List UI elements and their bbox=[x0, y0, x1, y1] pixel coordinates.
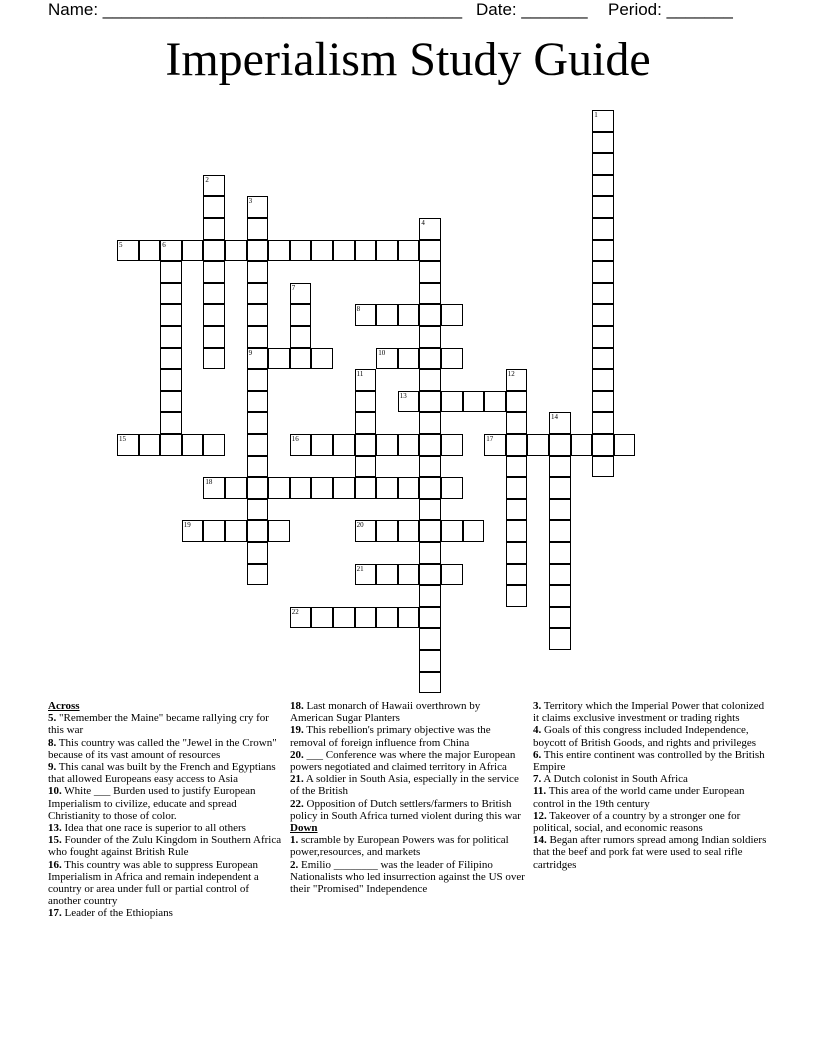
clue-number: 13. bbox=[48, 822, 62, 835]
date-field[interactable]: Date: _______ bbox=[476, 0, 588, 19]
grid-cell[interactable] bbox=[268, 477, 290, 499]
grid-cell[interactable] bbox=[247, 434, 269, 456]
clue-item bbox=[48, 785, 283, 822]
grid-cell[interactable] bbox=[290, 434, 312, 456]
grid-cell[interactable] bbox=[290, 477, 312, 499]
clue-item bbox=[533, 749, 768, 773]
grid-cell[interactable] bbox=[506, 412, 528, 434]
clue-text: White ___ Burden used to justify European Imperialism to civilize, educate and spread Christianity to those of color. bbox=[48, 785, 256, 822]
clue-number: 9. bbox=[48, 761, 57, 774]
clue-number-label: 17 bbox=[486, 435, 494, 443]
grid-cell[interactable] bbox=[441, 391, 463, 413]
clue-column-3 bbox=[533, 700, 768, 871]
grid-cell[interactable] bbox=[311, 240, 333, 262]
clue-item bbox=[290, 724, 525, 748]
across-clue-list bbox=[48, 712, 283, 919]
clue-item bbox=[48, 822, 283, 834]
grid-cell[interactable] bbox=[419, 261, 441, 283]
grid-cell[interactable] bbox=[355, 412, 377, 434]
across-heading: Across bbox=[48, 700, 80, 712]
page-title: Imperialism Study Guide bbox=[165, 33, 651, 86]
grid-cell[interactable] bbox=[290, 607, 312, 629]
clue-number: 7. bbox=[533, 773, 542, 786]
grid-cell[interactable] bbox=[419, 607, 441, 629]
grid-cell[interactable] bbox=[506, 456, 528, 478]
grid-cell[interactable] bbox=[419, 283, 441, 305]
grid-cell[interactable] bbox=[398, 564, 420, 586]
clue-item bbox=[48, 834, 283, 858]
clue-text: A Dutch colonist in South Africa bbox=[541, 773, 688, 786]
grid-cell[interactable] bbox=[355, 304, 377, 326]
clue-text: This country was called the "Jewel in the Crown" because of its vast amount of resources bbox=[48, 736, 277, 761]
down-heading: Down bbox=[290, 822, 318, 835]
clue-number-label: 22 bbox=[291, 607, 299, 616]
grid-cell[interactable] bbox=[592, 240, 614, 262]
grid-cell[interactable] bbox=[311, 348, 333, 370]
grid-cell[interactable] bbox=[203, 348, 225, 370]
grid-cell[interactable] bbox=[592, 261, 614, 283]
grid-cell[interactable] bbox=[203, 175, 225, 197]
grid-cell[interactable] bbox=[419, 499, 441, 521]
grid-cell[interactable] bbox=[225, 520, 247, 542]
grid-cell[interactable] bbox=[311, 477, 333, 499]
grid-cell[interactable] bbox=[571, 434, 593, 456]
grid-cell[interactable] bbox=[419, 564, 441, 586]
grid-cell[interactable] bbox=[419, 650, 441, 672]
clue-number-label: 16 bbox=[291, 435, 299, 443]
grid-cell[interactable] bbox=[355, 240, 377, 262]
grid-cell[interactable] bbox=[160, 283, 182, 305]
clue-number-label: 20 bbox=[356, 521, 364, 530]
grid-cell[interactable] bbox=[398, 434, 420, 456]
grid-cell[interactable] bbox=[355, 607, 377, 629]
clue-number: 2. bbox=[290, 858, 299, 871]
grid-cell[interactable] bbox=[355, 564, 377, 586]
clue-text: Leader of the Ethiopians bbox=[61, 907, 173, 920]
grid-cell[interactable] bbox=[247, 369, 269, 391]
grid-cell[interactable] bbox=[117, 240, 139, 262]
grid-cell[interactable] bbox=[247, 304, 269, 326]
grid-cell[interactable] bbox=[355, 520, 377, 542]
clue-number: 11. bbox=[533, 785, 547, 798]
grid-cell[interactable] bbox=[419, 672, 441, 694]
grid-cell[interactable] bbox=[398, 240, 420, 262]
grid-cell[interactable] bbox=[549, 434, 571, 456]
clue-number-label: 10 bbox=[378, 348, 386, 357]
grid-cell[interactable] bbox=[355, 391, 377, 413]
grid-cell[interactable] bbox=[592, 218, 614, 240]
grid-cell[interactable] bbox=[549, 585, 571, 607]
grid-cell[interactable] bbox=[225, 240, 247, 262]
clue-number-label: 6 bbox=[162, 240, 166, 249]
grid-cell[interactable] bbox=[247, 456, 269, 478]
grid-cell[interactable] bbox=[592, 391, 614, 413]
clue-number-label: 3 bbox=[248, 197, 253, 206]
clue-text: "Remember the Maine" became rallying cry for this war bbox=[48, 712, 269, 737]
grid-cell[interactable] bbox=[419, 218, 441, 240]
grid-cell[interactable] bbox=[203, 218, 225, 240]
grid-cell[interactable] bbox=[160, 348, 182, 370]
grid-cell[interactable] bbox=[311, 434, 333, 456]
grid-cell[interactable] bbox=[247, 499, 269, 521]
clue-item bbox=[48, 907, 283, 919]
grid-cell[interactable] bbox=[506, 434, 528, 456]
clue-text: This entire continent was controlled by the British Empire bbox=[533, 748, 765, 774]
grid-cell[interactable] bbox=[419, 369, 441, 391]
clue-text: Opposition of Dutch settlers/farmers to British policy in South Africa turned violent during this war bbox=[290, 797, 521, 822]
grid-cell[interactable] bbox=[398, 607, 420, 629]
grid-cell[interactable] bbox=[139, 434, 161, 456]
grid-cell[interactable] bbox=[355, 369, 377, 391]
clue-number: 6. bbox=[533, 748, 542, 761]
grid-cell[interactable] bbox=[592, 153, 614, 175]
grid-cell[interactable] bbox=[549, 477, 571, 499]
clue-number: 22. bbox=[290, 797, 304, 810]
clue-number-label: 18 bbox=[205, 478, 213, 487]
clue-item bbox=[48, 859, 283, 908]
grid-cell[interactable] bbox=[376, 348, 398, 370]
clue-number-label: 1 bbox=[594, 111, 598, 119]
grid-cell[interactable] bbox=[203, 520, 225, 542]
grid-cell[interactable] bbox=[203, 434, 225, 456]
grid-cell[interactable] bbox=[419, 412, 441, 434]
grid-cell[interactable] bbox=[247, 240, 269, 262]
clue-number: 19. bbox=[290, 724, 304, 737]
clue-number: 20. bbox=[290, 748, 304, 761]
grid-cell[interactable] bbox=[441, 520, 463, 542]
grid-cell[interactable] bbox=[419, 585, 441, 607]
grid-cell[interactable] bbox=[419, 348, 441, 370]
grid-cell[interactable] bbox=[419, 520, 441, 542]
grid-cell[interactable] bbox=[355, 434, 377, 456]
grid-cell[interactable] bbox=[592, 132, 614, 154]
grid-cell[interactable] bbox=[441, 564, 463, 586]
grid-cell[interactable] bbox=[247, 218, 269, 240]
clue-text: ___ Conference was where the major European powers negotiated and claimed territory in Africa bbox=[290, 748, 516, 774]
clue-number: 17. bbox=[48, 907, 62, 920]
grid-cell[interactable] bbox=[290, 326, 312, 348]
grid-cell[interactable] bbox=[203, 477, 225, 499]
grid-cell[interactable] bbox=[376, 477, 398, 499]
grid-cell[interactable] bbox=[549, 499, 571, 521]
clue-number: 21. bbox=[290, 773, 304, 786]
clue-number-label: 11 bbox=[356, 370, 364, 379]
grid-cell[interactable] bbox=[160, 434, 182, 456]
grid-cell[interactable] bbox=[419, 391, 441, 413]
across-clue-list-continued bbox=[290, 700, 525, 822]
grid-cell[interactable] bbox=[441, 348, 463, 370]
grid-cell[interactable] bbox=[614, 434, 636, 456]
grid-cell[interactable] bbox=[506, 520, 528, 542]
clue-number-label: 7 bbox=[291, 283, 296, 292]
grid-cell[interactable] bbox=[549, 456, 571, 478]
grid-cell[interactable] bbox=[592, 412, 614, 434]
clue-item bbox=[290, 749, 525, 773]
clue-item bbox=[290, 700, 525, 724]
clue-number-label: 19 bbox=[183, 521, 191, 530]
clue-item bbox=[533, 700, 768, 724]
grid-cell[interactable] bbox=[247, 412, 269, 434]
clue-number-label: 2 bbox=[205, 175, 209, 184]
grid-cell[interactable] bbox=[419, 456, 441, 478]
grid-cell[interactable] bbox=[592, 369, 614, 391]
grid-cell[interactable] bbox=[592, 304, 614, 326]
clue-number-label: 21 bbox=[356, 564, 364, 573]
clue-number-label: 15 bbox=[119, 435, 126, 443]
clue-number-label: 8 bbox=[356, 305, 361, 314]
clue-text: Emilio ________ was the leader of Filipino Nationalists who led insurrection against the US over their "Promised" Independence bbox=[290, 858, 525, 896]
clue-text: This canal was built by the French and Egyptians that allowed Europeans easy access to Asia bbox=[48, 761, 276, 786]
clue-item bbox=[290, 798, 525, 822]
clue-text: This rebellion's primary objective was the removal of foreign influence from China bbox=[290, 724, 491, 749]
grid-cell[interactable] bbox=[182, 434, 204, 456]
grid-cell[interactable] bbox=[398, 348, 420, 370]
grid-cell[interactable] bbox=[376, 564, 398, 586]
clue-number-label: 13 bbox=[399, 391, 407, 400]
clue-column-2 bbox=[290, 700, 525, 895]
grid-cell[interactable] bbox=[549, 542, 571, 564]
grid-cell[interactable] bbox=[247, 348, 269, 370]
grid-cell[interactable] bbox=[160, 240, 182, 262]
clue-number-label: 4 bbox=[421, 219, 425, 227]
grid-cell[interactable] bbox=[290, 240, 312, 262]
grid-cell[interactable] bbox=[506, 477, 528, 499]
grid-cell[interactable] bbox=[290, 348, 312, 370]
grid-cell[interactable] bbox=[247, 477, 269, 499]
grid-cell[interactable] bbox=[376, 434, 398, 456]
grid-cell[interactable] bbox=[247, 261, 269, 283]
grid-cell[interactable] bbox=[182, 520, 204, 542]
grid-cell[interactable] bbox=[203, 261, 225, 283]
clue-number-label: 14 bbox=[551, 413, 558, 422]
grid-cell[interactable] bbox=[225, 477, 247, 499]
grid-cell[interactable] bbox=[398, 477, 420, 499]
down-clue-list-continued bbox=[533, 700, 768, 871]
grid-cell[interactable] bbox=[549, 607, 571, 629]
clue-item bbox=[533, 810, 768, 834]
grid-cell[interactable] bbox=[592, 434, 614, 456]
clue-number: 8. bbox=[48, 736, 57, 749]
clue-item bbox=[533, 773, 768, 785]
clue-item bbox=[533, 724, 768, 748]
grid-cell[interactable] bbox=[160, 391, 182, 413]
grid-cell[interactable] bbox=[268, 348, 290, 370]
grid-cell[interactable] bbox=[203, 283, 225, 305]
grid-cell[interactable] bbox=[355, 477, 377, 499]
clue-number-label: 12 bbox=[507, 370, 515, 379]
clue-number: 1. bbox=[290, 834, 299, 847]
grid-cell[interactable] bbox=[592, 456, 614, 478]
clue-text: Began after rumors spread among Indian soldiers that the beef and pork fat were used to seal rifle cartridges bbox=[533, 834, 767, 871]
grid-cell[interactable] bbox=[419, 542, 441, 564]
grid-cell[interactable] bbox=[290, 283, 312, 305]
grid-cell[interactable] bbox=[355, 456, 377, 478]
clue-number: 16. bbox=[48, 858, 62, 871]
clue-column-1 bbox=[48, 700, 283, 920]
grid-cell[interactable] bbox=[398, 391, 420, 413]
clue-item bbox=[48, 761, 283, 785]
grid-cell[interactable] bbox=[333, 434, 355, 456]
grid-cell[interactable] bbox=[268, 520, 290, 542]
clue-number: 5. bbox=[48, 712, 57, 725]
grid-cell[interactable] bbox=[419, 628, 441, 650]
grid-cell[interactable] bbox=[441, 477, 463, 499]
period-field[interactable]: Period: _______ bbox=[608, 0, 733, 19]
clue-number: 18. bbox=[290, 700, 304, 712]
grid-cell[interactable] bbox=[592, 196, 614, 218]
clue-text: This area of the world came under European control in the 19th century bbox=[533, 785, 745, 810]
grid-cell[interactable] bbox=[376, 304, 398, 326]
clue-number-label: 5 bbox=[119, 240, 123, 249]
grid-cell[interactable] bbox=[160, 261, 182, 283]
grid-cell[interactable] bbox=[290, 304, 312, 326]
name-field[interactable]: Name: ______________________________________ bbox=[48, 0, 463, 19]
grid-cell[interactable] bbox=[398, 304, 420, 326]
grid-cell[interactable] bbox=[484, 434, 506, 456]
clue-item bbox=[533, 785, 768, 809]
grid-cell[interactable] bbox=[419, 326, 441, 348]
grid-cell[interactable] bbox=[268, 240, 290, 262]
grid-cell[interactable] bbox=[333, 477, 355, 499]
grid-cell[interactable] bbox=[484, 391, 506, 413]
grid-cell[interactable] bbox=[182, 240, 204, 262]
grid-cell[interactable] bbox=[333, 240, 355, 262]
grid-cell[interactable] bbox=[160, 326, 182, 348]
grid-cell[interactable] bbox=[247, 283, 269, 305]
grid-cell[interactable] bbox=[506, 369, 528, 391]
grid-cell[interactable] bbox=[506, 585, 528, 607]
grid-cell[interactable] bbox=[549, 628, 571, 650]
clue-number: 14. bbox=[533, 834, 547, 847]
grid-cell[interactable] bbox=[333, 607, 355, 629]
grid-cell[interactable] bbox=[506, 542, 528, 564]
clue-text: This country was able to suppress European Imperialism in Africa and remain independent a country or area under full or partial control of another country bbox=[48, 858, 259, 908]
grid-cell[interactable] bbox=[247, 564, 269, 586]
clue-number: 12. bbox=[533, 809, 547, 822]
grid-cell[interactable] bbox=[506, 499, 528, 521]
grid-cell[interactable] bbox=[398, 520, 420, 542]
grid-cell[interactable] bbox=[203, 240, 225, 262]
clue-text: Last monarch of Hawaii overthrown by American Sugar Planters bbox=[290, 700, 481, 725]
grid-cell[interactable] bbox=[506, 564, 528, 586]
clue-item bbox=[48, 737, 283, 761]
grid-cell[interactable] bbox=[549, 520, 571, 542]
grid-cell[interactable] bbox=[203, 196, 225, 218]
grid-cell[interactable] bbox=[506, 391, 528, 413]
grid-cell[interactable] bbox=[247, 196, 269, 218]
grid-cell[interactable] bbox=[160, 369, 182, 391]
grid-cell[interactable] bbox=[203, 326, 225, 348]
grid-cell[interactable] bbox=[203, 304, 225, 326]
clue-item bbox=[290, 859, 525, 896]
grid-cell[interactable] bbox=[160, 304, 182, 326]
grid-cell[interactable] bbox=[139, 240, 161, 262]
clue-item bbox=[48, 712, 283, 736]
grid-cell[interactable] bbox=[376, 607, 398, 629]
clue-text: Founder of the Zulu Kingdom in Southern Africa who fought against British Rule bbox=[48, 834, 282, 859]
grid-cell[interactable] bbox=[463, 520, 485, 542]
clue-number: 15. bbox=[48, 834, 62, 847]
grid-cell[interactable] bbox=[117, 434, 139, 456]
grid-cell[interactable] bbox=[247, 326, 269, 348]
clue-item bbox=[290, 773, 525, 797]
grid-cell[interactable] bbox=[247, 520, 269, 542]
down-clue-list bbox=[290, 834, 525, 895]
grid-cell[interactable] bbox=[592, 348, 614, 370]
clue-number: 3. bbox=[533, 700, 542, 712]
clue-number: 10. bbox=[48, 785, 62, 798]
clue-number-label: 9 bbox=[248, 348, 253, 357]
grid-cell[interactable] bbox=[441, 434, 463, 456]
grid-cell[interactable] bbox=[592, 175, 614, 197]
clue-text: Takeover of a country by a stronger one for political, social, and economic reasons bbox=[533, 809, 741, 835]
grid-cell[interactable] bbox=[419, 477, 441, 499]
clue-text: Goals of this congress included Independence, boycott of British Goods, and rights and privileges bbox=[533, 724, 757, 749]
clue-text: Territory which the Imperial Power that colonized it claims exclusive investment or trading rights bbox=[533, 700, 765, 725]
clue-item bbox=[290, 834, 525, 858]
clue-text: A soldier in South Asia, especially in the service of the British bbox=[290, 773, 519, 798]
grid-cell[interactable] bbox=[419, 434, 441, 456]
grid-cell[interactable] bbox=[592, 283, 614, 305]
grid-cell[interactable] bbox=[247, 542, 269, 564]
clue-text: Idea that one race is superior to all others bbox=[61, 822, 246, 835]
grid-cell[interactable] bbox=[592, 326, 614, 348]
grid-cell[interactable] bbox=[463, 391, 485, 413]
grid-cell[interactable] bbox=[247, 391, 269, 413]
clue-number: 4. bbox=[533, 724, 542, 737]
grid-cell[interactable] bbox=[549, 564, 571, 586]
grid-cell[interactable] bbox=[527, 434, 549, 456]
grid-cell[interactable] bbox=[376, 240, 398, 262]
grid-cell[interactable] bbox=[311, 607, 333, 629]
grid-cell[interactable] bbox=[160, 412, 182, 434]
grid-cell[interactable] bbox=[592, 110, 614, 132]
grid-cell[interactable] bbox=[376, 520, 398, 542]
clue-item bbox=[533, 834, 768, 871]
grid-cell[interactable] bbox=[419, 304, 441, 326]
grid-cell[interactable] bbox=[441, 304, 463, 326]
clue-text: scramble by European Powers was for political power,resources, and markets bbox=[290, 834, 509, 859]
grid-cell[interactable] bbox=[419, 240, 441, 262]
grid-cell[interactable] bbox=[549, 412, 571, 434]
